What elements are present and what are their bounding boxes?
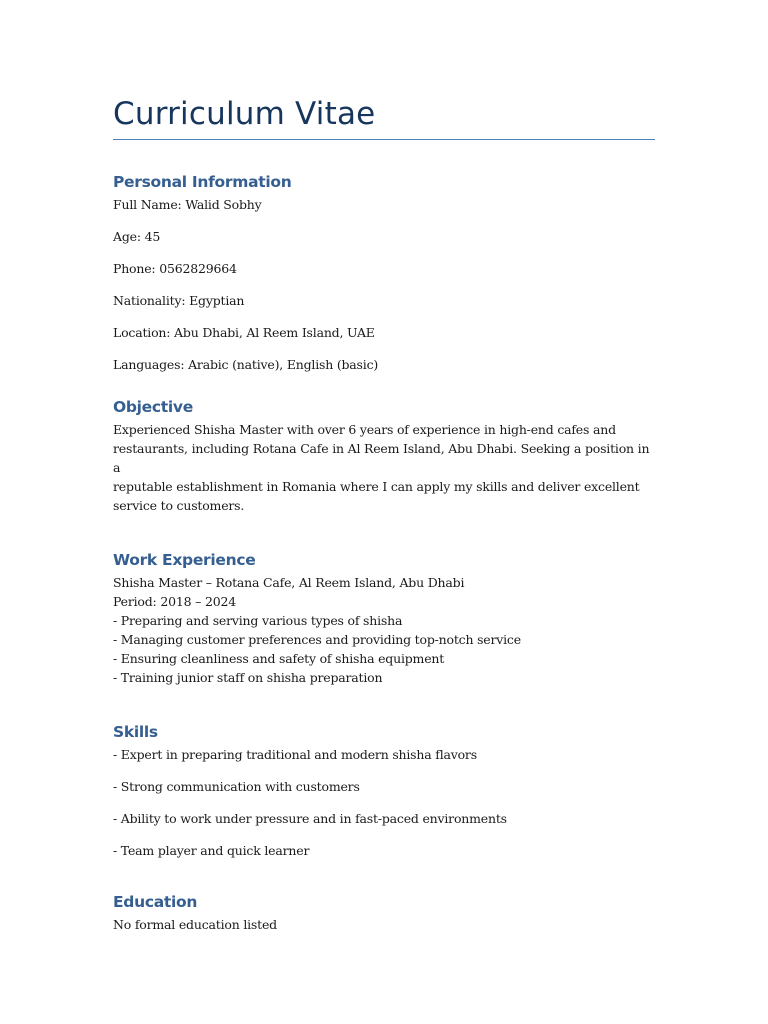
work-experience-heading: Work Experience bbox=[113, 551, 256, 569]
education-section bbox=[113, 892, 655, 934]
objective-line: Experienced Shisha Master with over 6 years of experience in high-end cafes and bbox=[113, 422, 616, 437]
education-body bbox=[113, 915, 655, 934]
document-title: Curriculum Vitae bbox=[113, 96, 376, 132]
personal-information-body bbox=[113, 195, 655, 374]
personal-information-section bbox=[113, 172, 655, 374]
skill-item: - Strong communication with customers bbox=[113, 779, 360, 794]
skills-heading: Skills bbox=[113, 723, 158, 741]
skills-body bbox=[113, 745, 655, 860]
duty-item: - Preparing and serving various types of shisha bbox=[113, 613, 403, 628]
objective-body bbox=[113, 420, 655, 515]
work-experience-section bbox=[113, 550, 655, 687]
cv-page bbox=[113, 92, 655, 934]
phone-line: Phone: 0562829664 bbox=[113, 261, 237, 276]
duty-item: - Managing customer preferences and providing top-notch service bbox=[113, 632, 521, 647]
education-heading: Education bbox=[113, 893, 198, 911]
age-line: Age: 45 bbox=[113, 229, 161, 244]
location-line: Location: Abu Dhabi, Al Reem Island, UAE bbox=[113, 325, 375, 340]
skills-section bbox=[113, 722, 655, 860]
skill-item: - Ability to work under pressure and in fast-paced environments bbox=[113, 811, 507, 826]
objective-line: restaurants, including Rotana Cafe in Al Reem Island, Abu Dhabi. Seeking a position in a bbox=[113, 441, 650, 475]
languages-line: Languages: Arabic (native), English (basic) bbox=[113, 357, 379, 372]
objective-line: service to customers. bbox=[113, 498, 245, 513]
skill-item: - Team player and quick learner bbox=[113, 843, 310, 858]
full-name-line: Full Name: Walid Sobhy bbox=[113, 197, 262, 212]
education-line: No formal education listed bbox=[113, 917, 277, 932]
title-divider bbox=[113, 139, 655, 140]
job-title-line: Shisha Master – Rotana Cafe, Al Reem Island, Abu Dhabi bbox=[113, 575, 465, 590]
duty-item: - Ensuring cleanliness and safety of shisha equipment bbox=[113, 651, 445, 666]
objective-line: reputable establishment in Romania where I can apply my skills and deliver excellent bbox=[113, 479, 640, 494]
objective-heading: Objective bbox=[113, 398, 193, 416]
personal-information-heading: Personal Information bbox=[113, 173, 292, 191]
period-line: Period: 2018 – 2024 bbox=[113, 594, 236, 609]
nationality-line: Nationality: Egyptian bbox=[113, 293, 245, 308]
work-experience-body bbox=[113, 573, 655, 687]
duty-item: - Training junior staff on shisha preparation bbox=[113, 670, 383, 685]
objective-section bbox=[113, 397, 655, 515]
skill-item: - Expert in preparing traditional and modern shisha flavors bbox=[113, 747, 477, 762]
